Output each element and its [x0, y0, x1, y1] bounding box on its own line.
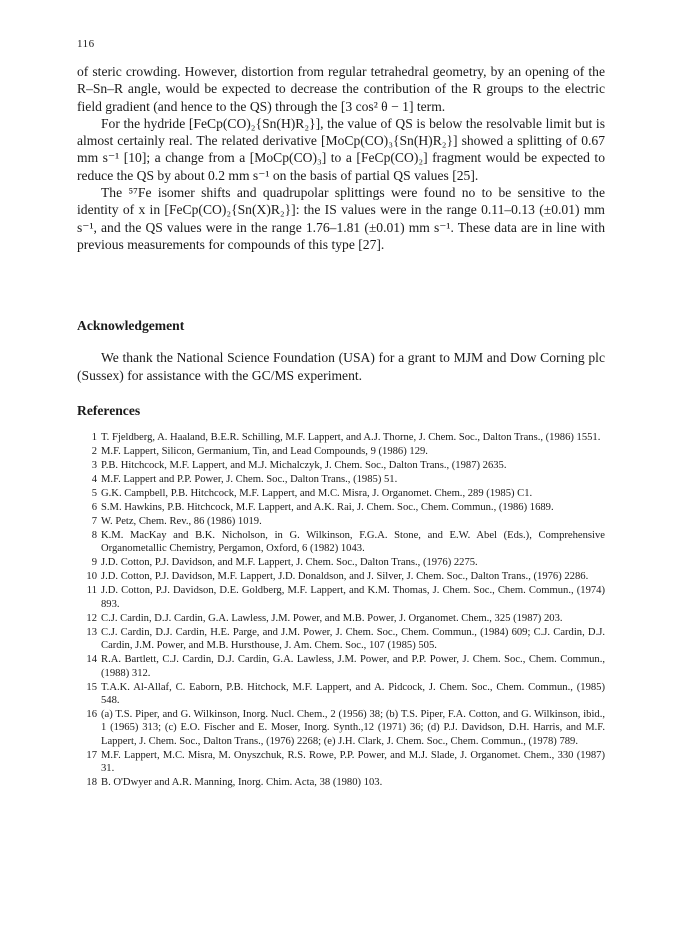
reference-item: [77, 556, 605, 569]
reference-item: [77, 626, 605, 653]
reference-text: B. O'Dwyer and A.R. Manning, Inorg. Chim. Acta, 38 (1980) 103.: [101, 777, 383, 789]
reference-number: 8: [91, 530, 97, 541]
reference-number: 11: [86, 585, 97, 597]
paragraph: of steric crowding. However, distortion from regular tetrahedral geometry, by an opening of the R–Sn–R angle, would be expected to decrease the contribution of the R groups to the electric field gradient (and hence to the QS) through the [3 cos² θ − 1] term.: [77, 64, 605, 114]
reference-number: 17: [86, 749, 97, 761]
reference-number: 16: [86, 709, 97, 721]
reference-item: [77, 681, 605, 708]
reference-item: [77, 515, 605, 528]
reference-number: 2: [91, 446, 97, 457]
reference-text: J.D. Cotton, P.J. Davidson, and M.F. Lappert, J. Chem. Soc., Dalton Trans., (1976) 2275.: [101, 557, 478, 569]
reference-item: [77, 459, 605, 472]
reference-number: 6: [91, 502, 97, 513]
reference-number: 9: [91, 557, 97, 569]
reference-item: [77, 487, 605, 500]
reference-item: [77, 749, 605, 776]
reference-item: [77, 445, 605, 458]
reference-item: [77, 653, 605, 680]
reference-text: S.M. Hawkins, P.B. Hitchcock, M.F. Lappert, and A.K. Rai, J. Chem. Soc., Chem. Commun., (1986) 1689.: [101, 502, 554, 513]
reference-text: W. Petz, Chem. Rev., 86 (1986) 1019.: [101, 516, 262, 527]
reference-text: M.F. Lappert and P.P. Power, J. Chem. Soc., Dalton Trans., (1985) 51.: [101, 474, 398, 485]
reference-item: [77, 570, 605, 583]
reference-number: 4: [91, 474, 97, 485]
reference-item: [77, 501, 605, 514]
reference-text: T.A.K. Al-Allaf, C. Eaborn, P.B. Hitchock, M.F. Lappert, and A. Pidcock, J. Chem. Soc., Chem. Commun., (1985) 548.: [101, 681, 605, 707]
reference-number: 12: [86, 612, 97, 624]
reference-item: [77, 431, 605, 444]
reference-text: R.A. Bartlett, C.J. Cardin, D.J. Cardin, G.A. Lawless, J.M. Power, and P.P. Power, J. Chem. Soc., Chem. Commun., (1988) 312.: [101, 654, 605, 679]
reference-text: M.F. Lappert, M.C. Misra, M. Onyszchuk, R.S. Rowe, P.P. Power, and M.J. Slade, J. Organomet. Chem., 330 (1987) 31.: [101, 749, 605, 775]
reference-text: K.M. MacKay and B.K. Nicholson, in G. Wilkinson, F.G.A. Stone, and E.W. Abel (Eds.), Comprehensive Organometallic Chemistry, Pergamon, Oxford, 6 (1982) 1043.: [101, 530, 605, 555]
reference-number: 13: [86, 626, 97, 638]
reference-number: 18: [86, 777, 97, 789]
reference-item: [77, 708, 605, 748]
references-heading: References: [77, 403, 141, 418]
reference-number: 10: [86, 571, 97, 583]
reference-text: C.J. Cardin, D.J. Cardin, G.A. Lawless, J.M. Power, and M.B. Power, J. Organomet. Chem., 325 (1987) 203.: [101, 612, 563, 624]
reference-text: T. Fjeldberg, A. Haaland, B.E.R. Schilling, M.F. Lappert, and A.J. Thorne, J. Chem. Soc., Dalton Trans., (1986) 1551.: [101, 432, 601, 443]
reference-text: G.K. Campbell, P.B. Hitchcock, M.F. Lappert, and M.C. Misra, J. Organomet. Chem., 289 (1985) C1.: [101, 488, 533, 499]
reference-number: 1: [91, 432, 97, 443]
page-number: 116: [77, 38, 95, 50]
reference-number: 5: [91, 488, 97, 499]
reference-number: 15: [86, 681, 97, 693]
reference-item: [77, 584, 605, 611]
reference-item: [77, 612, 605, 625]
references-list: [77, 431, 605, 790]
reference-text: J.D. Cotton, P.J. Davidson, D.E. Goldberg, M.F. Lappert, and K.M. Thomas, J. Chem. Soc., Chem. Commun., (1974) 893.: [101, 585, 605, 610]
reference-text: (a) T.S. Piper, and G. Wilkinson, Inorg. Nucl. Chem., 2 (1956) 38; (b) T.S. Piper, F.A. Cotton, and G. Wilkinson, ibid., 1 (1965) 313; (c) E.O. Fischer and E. Moser, Inorg. Synth.,12 (1971) 36; (d) P.J. Davidson, D.H. Harris, and M.F. Lappert, J. Chem. Soc., Dalton Trans., (1976) 2268; (e) J.H. Clark, J. Chem. Soc., Chem. Commun., (1978) 789.: [101, 709, 605, 747]
paragraph: The ⁵⁷Fe isomer shifts and quadrupolar splittings were found no to be sensitive to the identity of x in [FeCp(CO)₂{Sn(X)R₂}]: the IS values were in the range 0.11–0.13 (±0.01) mm s⁻¹, and the QS values were in the range 1.76–1.81 (±0.01) mm s⁻¹. These data are in line with previous measurements for compounds of this type [27].: [77, 185, 605, 252]
reference-text: J.D. Cotton, P.J. Davidson, M.F. Lappert, J.D. Donaldson, and J. Silver, J. Chem. Soc., Dalton Trans., (1976) 2286.: [101, 571, 589, 583]
reference-number: 7: [91, 516, 97, 527]
acknowledgement-text: We thank the National Science Foundation (USA) for a grant to MJM and Dow Corning plc (Sussex) for assistance with the GC/MS experiment.: [77, 350, 605, 383]
reference-number: 3: [91, 460, 97, 471]
reference-text: C.J. Cardin, D.J. Cardin, H.E. Parge, and J.M. Power, J. Chem. Soc., Chem. Commun., (1984) 609; C.J. Cardin, D.J. Cardin, J.M. Power, and M.B. Hursthouse, J. Am. Chem. Soc., 107 (1985) 505.: [101, 626, 605, 652]
paragraph: For the hydride [FeCp(CO)₂{Sn(H)R₂}], the value of QS is below the resolvable limit but is almost certainly real. The related derivative [MoCp(CO)₃{Sn(H)R₂}] showed a splitting of 0.67 mm s⁻¹ [10]; a change from a [MoCp(CO)₃] to a [FeCp(CO)₂] fragment would be expected to reduce the QS by about 0.2 mm s⁻¹ on the basis of partial QS values [25].: [77, 115, 605, 183]
acknowledgement-heading: Acknowledgement: [77, 318, 185, 333]
reference-item: [77, 529, 605, 556]
reference-item: [77, 473, 605, 486]
reference-number: 14: [86, 654, 97, 666]
reference-text: P.B. Hitchcock, M.F. Lappert, and M.J. Michalczyk, J. Chem. Soc., Dalton Trans., (1987) 2635.: [101, 460, 507, 471]
reference-text: M.F. Lappert, Silicon, Germanium, Tin, and Lead Compounds, 9 (1986) 129.: [101, 446, 428, 457]
reference-item: [77, 776, 605, 789]
body-text: [77, 63, 605, 253]
